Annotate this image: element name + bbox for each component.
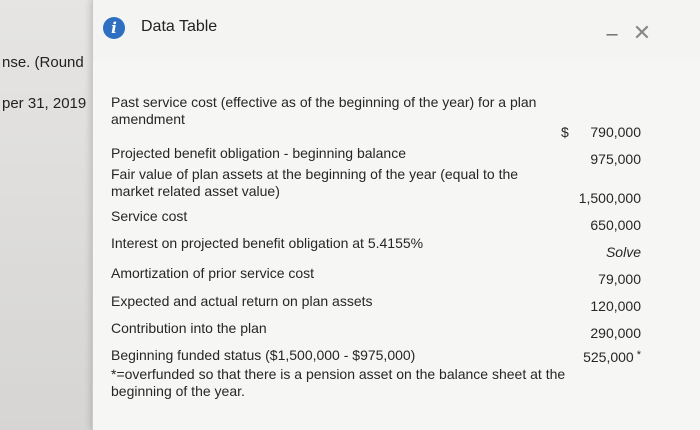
row-value-funded-status [583,349,641,365]
dialog-title: Data Table [141,18,218,35]
data-table-dialog [92,0,700,430]
background-text-round: nse. (Round [2,54,84,71]
background-text-date: per 31, 2019 [2,95,87,112]
row-value-amortization: 79,000 [598,271,641,287]
dialog-titlebar [93,0,700,61]
row-value-interest-pbo: Solve [605,244,641,260]
info-icon: i [103,17,125,39]
row-label-service-cost: Service cost [111,208,188,224]
row-value-pbo-beginning: 975,000 [590,151,641,167]
row-value-contribution: 290,000 [590,325,641,341]
funded-status-marker: * [636,349,641,361]
minimize-button[interactable]: – [606,23,618,45]
close-button[interactable]: ✕ [632,20,652,45]
row-label-interest-pbo: Interest on projected benefit obligation at 5.4155% [111,235,424,251]
row-value-past-service-cost: 790,000 [590,124,641,140]
row-label-contribution: Contribution into the plan [111,320,267,336]
row-currency-symbol: $ [561,124,569,140]
row-label-return-plan-assets: Expected and actual return on plan assets [111,293,373,309]
row-label-fair-value-plan-assets: Fair value of plan assets at the beginning of the year (equal to the market related asset value) [111,166,519,199]
row-label-pbo-beginning: Projected benefit obligation - beginning balance [111,145,406,161]
row-label-funded-status: Beginning funded status ($1,500,000 - $975,000) [111,347,416,363]
row-value-fair-value-plan-assets: 1,500,000 [578,190,641,206]
row-value-return-plan-assets: 120,000 [590,298,641,314]
row-value-service-cost: 650,000 [590,217,641,233]
funded-status-amount: 525,000 [583,349,634,365]
row-label-past-service-cost: Past service cost (effective as of the beginning of the year) for a plan amendment [111,94,537,127]
row-label-amortization: Amortization of prior service cost [111,265,315,281]
data-table [93,60,700,430]
footnote: *=overfunded so that there is a pension asset on the balance sheet at the beginning of the year. [111,366,566,399]
